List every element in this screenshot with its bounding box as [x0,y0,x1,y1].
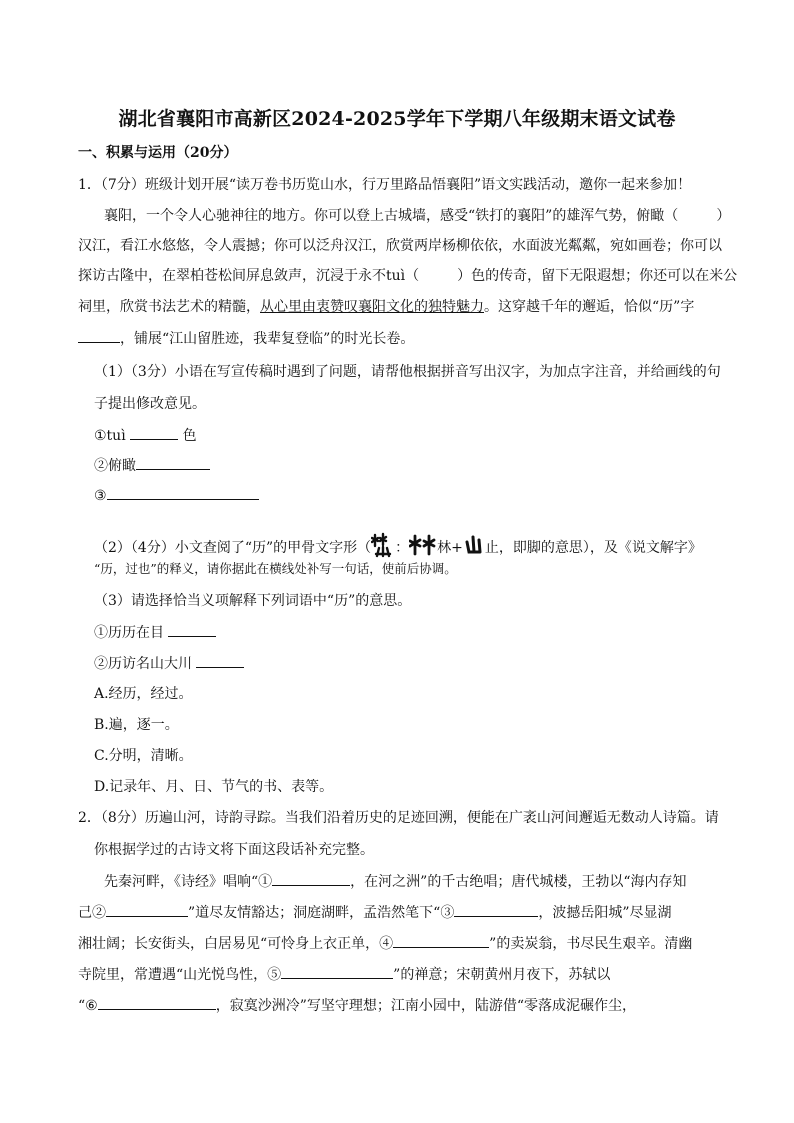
answer-blank[interactable] [272,871,350,886]
answer-item-3: ③ [94,485,734,506]
answer-blank[interactable] [393,933,489,948]
section-heading: 一、积累与运用（20分） [78,145,238,161]
underlined-sentence: 从心里由衷赞叹襄阳文化的独特魅力 [260,299,484,315]
poem-line-4: 寺院里，常遭遇“山光悦鸟性，⑤ ”的禅意；宋朝黄州月夜下，苏轼以 [78,964,718,985]
poem-line-1: 先秦河畔，《诗经》唱响“① ，在河之洲”的千古绝唱；唐代城楼，王勃以“海内存知 [104,871,744,892]
option-a: A.经历，经过。 [94,686,193,702]
sub-question-2: （2）（4分）小文查阅了“历”的甲骨文字形（ ： 林+ 止，即脚的意思），及《说文解字》 [94,532,734,564]
option-c: C.分明，清晰。 [94,748,193,764]
oracle-bone-lin-icon [409,534,437,562]
question-2-head: 2．（8分）历遍山河，诗韵寻踪。当我们沿着历史的足迹回溯，便能在广袤山河间邂逅无数动人诗篇。请 [78,810,719,826]
passage-line-4: 祠里，欣赏书法艺术的精髓，从心里由衷赞叹襄阳文化的独特魅力。这穿越千年的邂逅，恰似“历”字 [78,299,695,315]
answer-blank[interactable] [107,485,259,500]
exam-title: 湖北省襄阳市高新区2024-2025学年下学期八年级期末语文试卷 [118,108,676,130]
answer-blank[interactable] [168,622,216,637]
answer-blank[interactable] [136,455,210,470]
passage-line-5: ，铺展“江山留胜迹，我辈复登临”的时光长卷。 [78,328,718,349]
sub-question-1-cont: 子提出修改意见。 [94,396,206,412]
question-1-head: 1．（7分）班级计划开展“读万卷书历览山水，行万里路品悟襄阳”语文实践活动，邀你一起来参加！ [78,177,692,193]
answer-item-1: ①tuì 色 [94,425,734,446]
answer-blank[interactable] [98,995,216,1010]
answer-blank[interactable] [196,653,244,668]
sub-question-1: （1）（3分）小语在写宣传稿时遇到了问题，请帮他根据拼音写出汉字，为加点字注音，并给画线的句 [94,364,721,380]
passage-line-2: 汉江，看江水悠悠，令人震撼；你可以泛舟汉江，欣赏两岸杨柳依依，水面波光粼粼，宛如画卷；你可以 [78,238,722,254]
answer-blank[interactable] [106,902,188,917]
sub-question-2-cont: “历，过也”的释义，请你据此在横线处补写一句话，使前后协调。 [94,561,457,576]
answer-blank[interactable] [281,964,393,979]
question-2-head-cont: 你根据学过的古诗文将下面这段话补充完整。 [94,842,374,858]
word-item-2: ②历访名山大川 [94,653,734,674]
answer-blank[interactable] [78,328,120,343]
poem-line-2: 己② ”道尽友情豁达；洞庭湖畔，孟浩然笔下“③ ，波撼岳阳城”尽显湖 [78,902,718,923]
passage-line-3: 探访古隆中，在翠柏苍松间屏息敛声，沉浸于永不tuì（ ）色的传奇，留下无限遐想；你还可以在米公 [78,268,738,284]
poem-line-3: 湘壮阔；长安街头，白居易见“可怜身上衣正单，④ ”的卖炭翁，书尽民生艰辛。清幽 [78,933,718,954]
oracle-bone-zhi-icon [463,534,485,562]
word-item-1: ①历历在目 [94,622,734,643]
answer-item-2: ②俯瞰 [94,455,734,476]
answer-blank[interactable] [130,425,178,440]
sub-question-3: （3）请选择恰当义项解释下列词语中“历”的意思。 [94,593,412,609]
option-b: B.遍，逐一。 [94,717,179,733]
option-d: D.记录年、月、日、节气的书、表等。 [94,779,334,795]
answer-blank[interactable] [454,902,538,917]
passage-line-1: 襄阳，一个令人心驰神往的地方。你可以登上古城墙，感受“铁打的襄阳”的雄浑气势，俯瞰（ ） [104,208,731,224]
poem-line-5: “⑥ ，寂寞沙洲冷”写坚守理想；江南小园中，陆游借“零落成泥碾作尘， [78,995,718,1016]
